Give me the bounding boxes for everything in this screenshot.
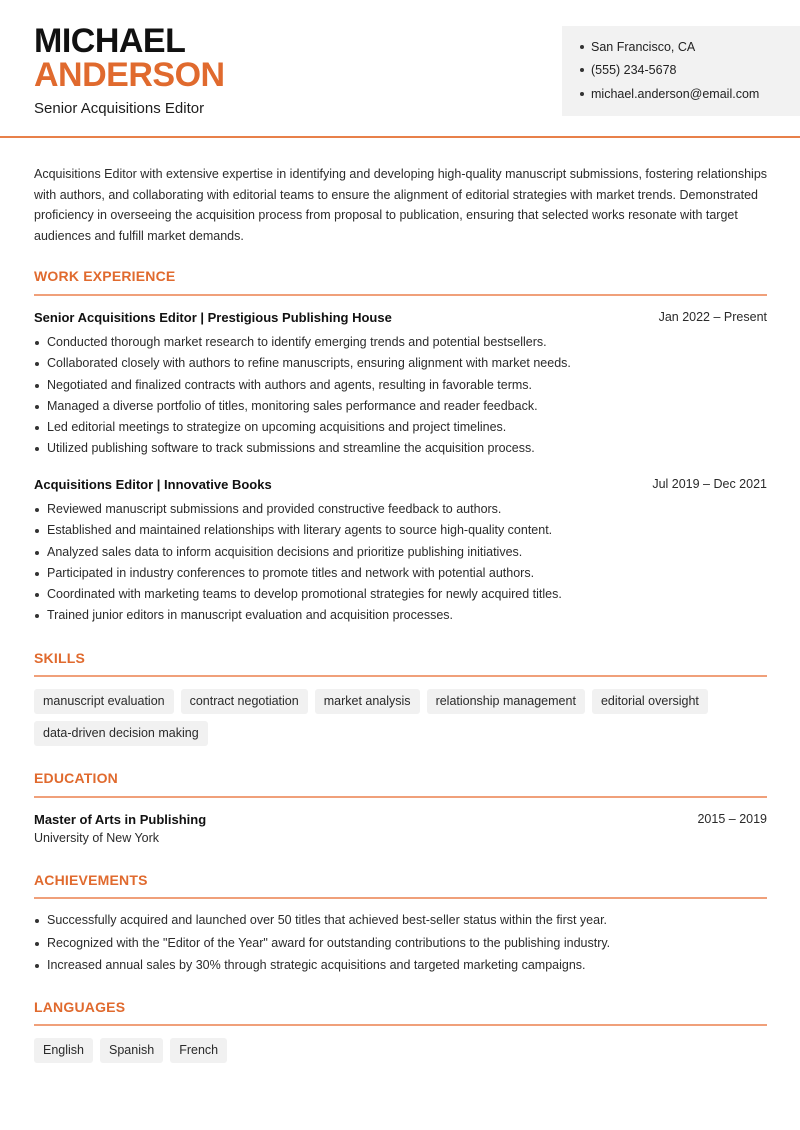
job-bullets [34, 499, 770, 627]
skill-tag: manuscript evaluation [34, 689, 174, 714]
list-item: Utilized publishing software to track submissions and streamline the acquisition process. [34, 438, 770, 459]
job-bullets [34, 332, 770, 460]
skill-tag: data-driven decision making [34, 721, 208, 746]
school-name: University of New York [34, 831, 160, 845]
list-item: Established and maintained relationships with literary agents to source high-quality content. [34, 520, 770, 541]
language-tag: French [170, 1038, 227, 1063]
section-divider [34, 897, 767, 899]
achievement-bullets [34, 909, 770, 977]
resume-header [0, 0, 800, 138]
skill-tag: relationship management [427, 689, 585, 714]
list-item: Collaborated closely with authors to refine manuscripts, ensuring alignment with market needs. [34, 353, 770, 374]
bullet-icon [580, 92, 584, 96]
education-date: 2015 – 2019 [697, 812, 767, 826]
job-title: Acquisitions Editor | Innovative Books [34, 477, 272, 492]
profile-summary: Acquisitions Editor with extensive expertise in identifying and developing high-quality manuscript submissions, fostering relationships with authors, and collaborating with editorial teams to ensure the alignment of editorial strategies with market trends. Demonstrated proficiency in overseeing the acquisition process from proposal to publication, ensuring that selected works resonate with target audiences and fulfill market demands. [34, 167, 768, 244]
contact-email[interactable] [580, 82, 800, 106]
list-item: Negotiated and finalized contracts with authors and agents, resulting in favorable terms. [34, 375, 770, 396]
job-role: Senior Acquisitions Editor [34, 100, 205, 117]
contact-phone[interactable] [580, 59, 800, 83]
section-divider [34, 294, 767, 296]
skill-tag: editorial oversight [592, 689, 708, 714]
list-item: Managed a diverse portfolio of titles, monitoring sales performance and reader feedback. [34, 396, 770, 417]
list-item: Trained junior editors in manuscript evaluation and acquisition processes. [34, 605, 770, 626]
skills-heading: SKILLS [34, 650, 85, 666]
list-item: Reviewed manuscript submissions and provided constructive feedback to authors. [34, 499, 770, 520]
list-item: Increased annual sales by 30% through strategic acquisitions and targeted marketing campaigns. [34, 954, 770, 977]
language-tag: Spanish [100, 1038, 163, 1063]
list-item: Recognized with the "Editor of the Year" award for outstanding contributions to the publishing industry. [34, 932, 770, 955]
bullet-icon [580, 68, 584, 72]
contact-box [562, 26, 800, 116]
list-item: Successfully acquired and launched over 50 titles that achieved best-seller status within the first year. [34, 909, 770, 932]
job-date: Jul 2019 – Dec 2021 [652, 477, 767, 491]
work-experience-heading: WORK EXPERIENCE [34, 268, 176, 284]
location-text: San Francisco, CA [591, 39, 696, 54]
last-name: ANDERSON [34, 56, 225, 94]
job-title: Senior Acquisitions Editor | Prestigious Publishing House [34, 310, 392, 325]
languages-heading: LANGUAGES [34, 999, 126, 1015]
section-divider [34, 796, 767, 798]
list-item: Participated in industry conferences to promote titles and network with potential authors. [34, 563, 770, 584]
degree-title: Master of Arts in Publishing [34, 812, 207, 827]
skills-tags [34, 689, 774, 746]
language-tag: English [34, 1038, 93, 1063]
skill-tag: market analysis [315, 689, 420, 714]
contact-location [580, 35, 800, 59]
job-date: Jan 2022 – Present [658, 310, 767, 324]
bullet-icon [580, 45, 584, 49]
list-item: Coordinated with marketing teams to develop promotional strategies for newly acquired titles. [34, 584, 770, 605]
list-item: Conducted thorough market research to identify emerging trends and potential bestsellers. [34, 332, 770, 353]
language-tags [34, 1038, 774, 1063]
section-divider [34, 675, 767, 677]
phone-text[interactable]: (555) 234-5678 [591, 63, 677, 78]
email-text[interactable]: michael.anderson@email.com [591, 86, 760, 101]
first-name: MICHAEL [34, 22, 186, 60]
list-item: Led editorial meetings to strategize on upcoming acquisitions and project timelines. [34, 417, 770, 438]
achievements-heading: ACHIEVEMENTS [34, 872, 148, 888]
list-item: Analyzed sales data to inform acquisition decisions and prioritize publishing initiatives. [34, 542, 770, 563]
skill-tag: contract negotiation [181, 689, 308, 714]
education-heading: EDUCATION [34, 770, 118, 786]
section-divider [34, 1024, 767, 1026]
